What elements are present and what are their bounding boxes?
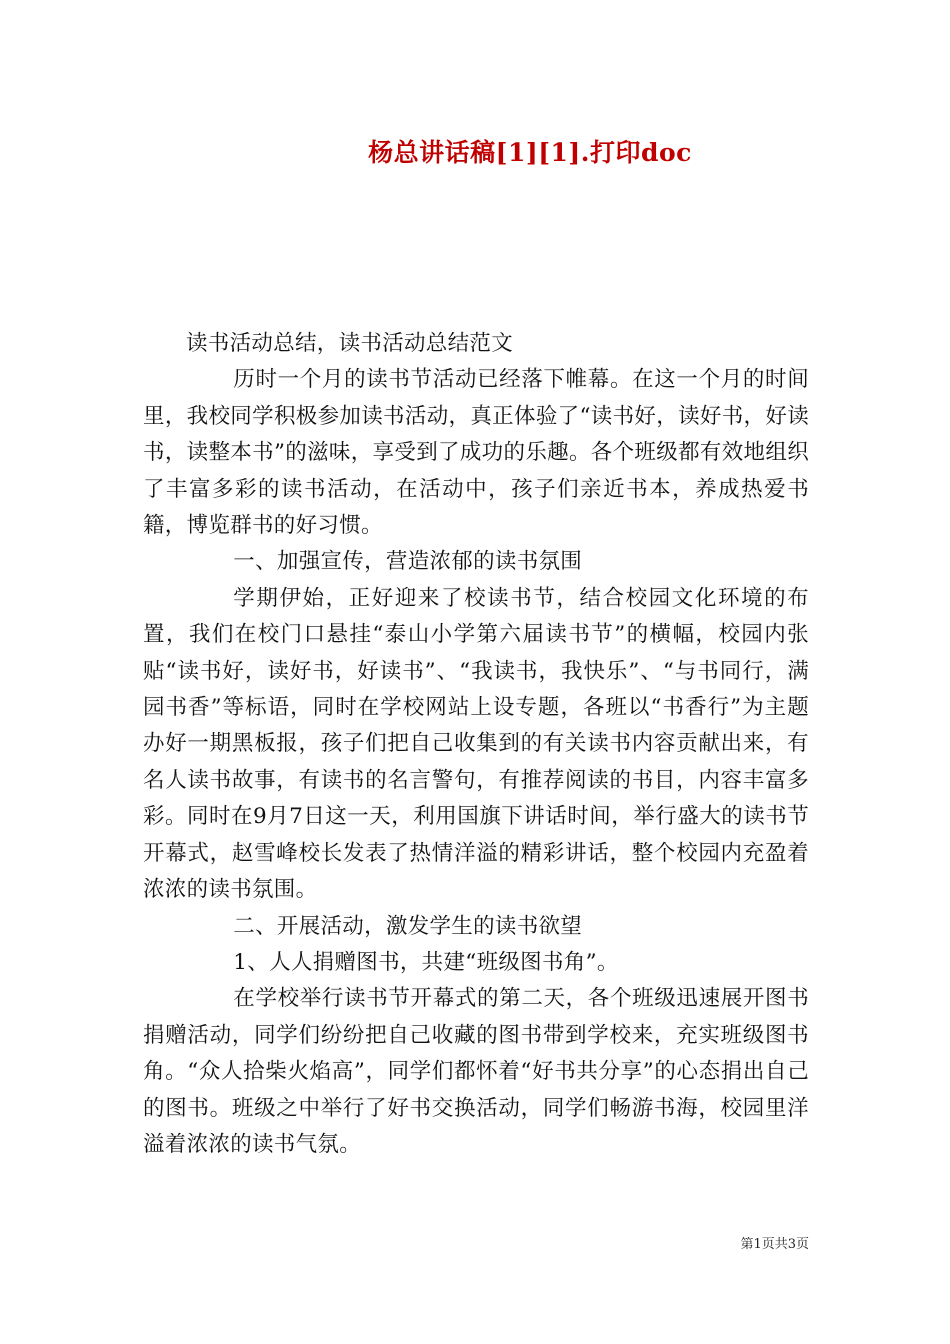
page-number-footer: 第1页共3页 [740,1237,809,1252]
section-heading-2: 二、开展活动，激发学生的读书欲望 [233,913,583,939]
section-heading-1: 一、加强宣传，营造浓郁的读书氛围 [233,549,583,575]
document-body [143,326,809,1163]
article-subtitle: 读书活动总结，读书活动总结范文 [186,331,514,356]
paragraph-section-1: 学期伊始，正好迎来了校读书节，结合校园文化环境的布置，我们在校门口悬挂“泰山小学第六届读书节”的横幅，校园内张贴“读书好，读好书，好读书”、“我读书，我快乐”、“与书同行，满园书香”等标语，同时在学校网站上设专题，各班以“书香行”为主题办好一期黑板报，孩子们把自己收集到的有关读书内容贡献出来，有名人读书故事，有读书的名言警句，有推荐阅读的书目，内容丰富多彩。同时在9月7日这一天，利用国旗下讲话时间，举行盛大的读书节开幕式，赵雪峰校长发表了热情洋溢的精彩讲话，整个校园内充盈着浓浓的读书氛围。 [143,585,809,903]
subsection-heading-1: 1、人人捐赠图书，共建“班级图书角”。 [233,949,619,975]
paragraph-subsection-1: 在学校举行读书节开幕式的第二天，各个班级迅速展开图书捐赠活动，同学们纷纷把自己收藏的图书带到学校来，充实班级图书角。“众人拾柴火焰高”，同学们都怀着“好书共分享”的心态捐出自己的图书。班级之中举行了好书交换活动，同学们畅游书海，校园里洋溢着浓浓的读书气氛。 [143,986,809,1157]
document-title: 杨总讲话稿[1][1].打印doc [368,138,692,167]
paragraph-intro: 历时一个月的读书节活动已经落下帷幕。在这一个月的时间里，我校同学积极参加读书活动，真正体验了“读书好，读好书，好读书，读整本书”的滋味，享受到了成功的乐趣。各个班级都有效地组织了丰富多彩的读书活动，在活动中，孩子们亲近书本，养成热爱书籍，博览群书的好习惯。 [143,367,809,539]
